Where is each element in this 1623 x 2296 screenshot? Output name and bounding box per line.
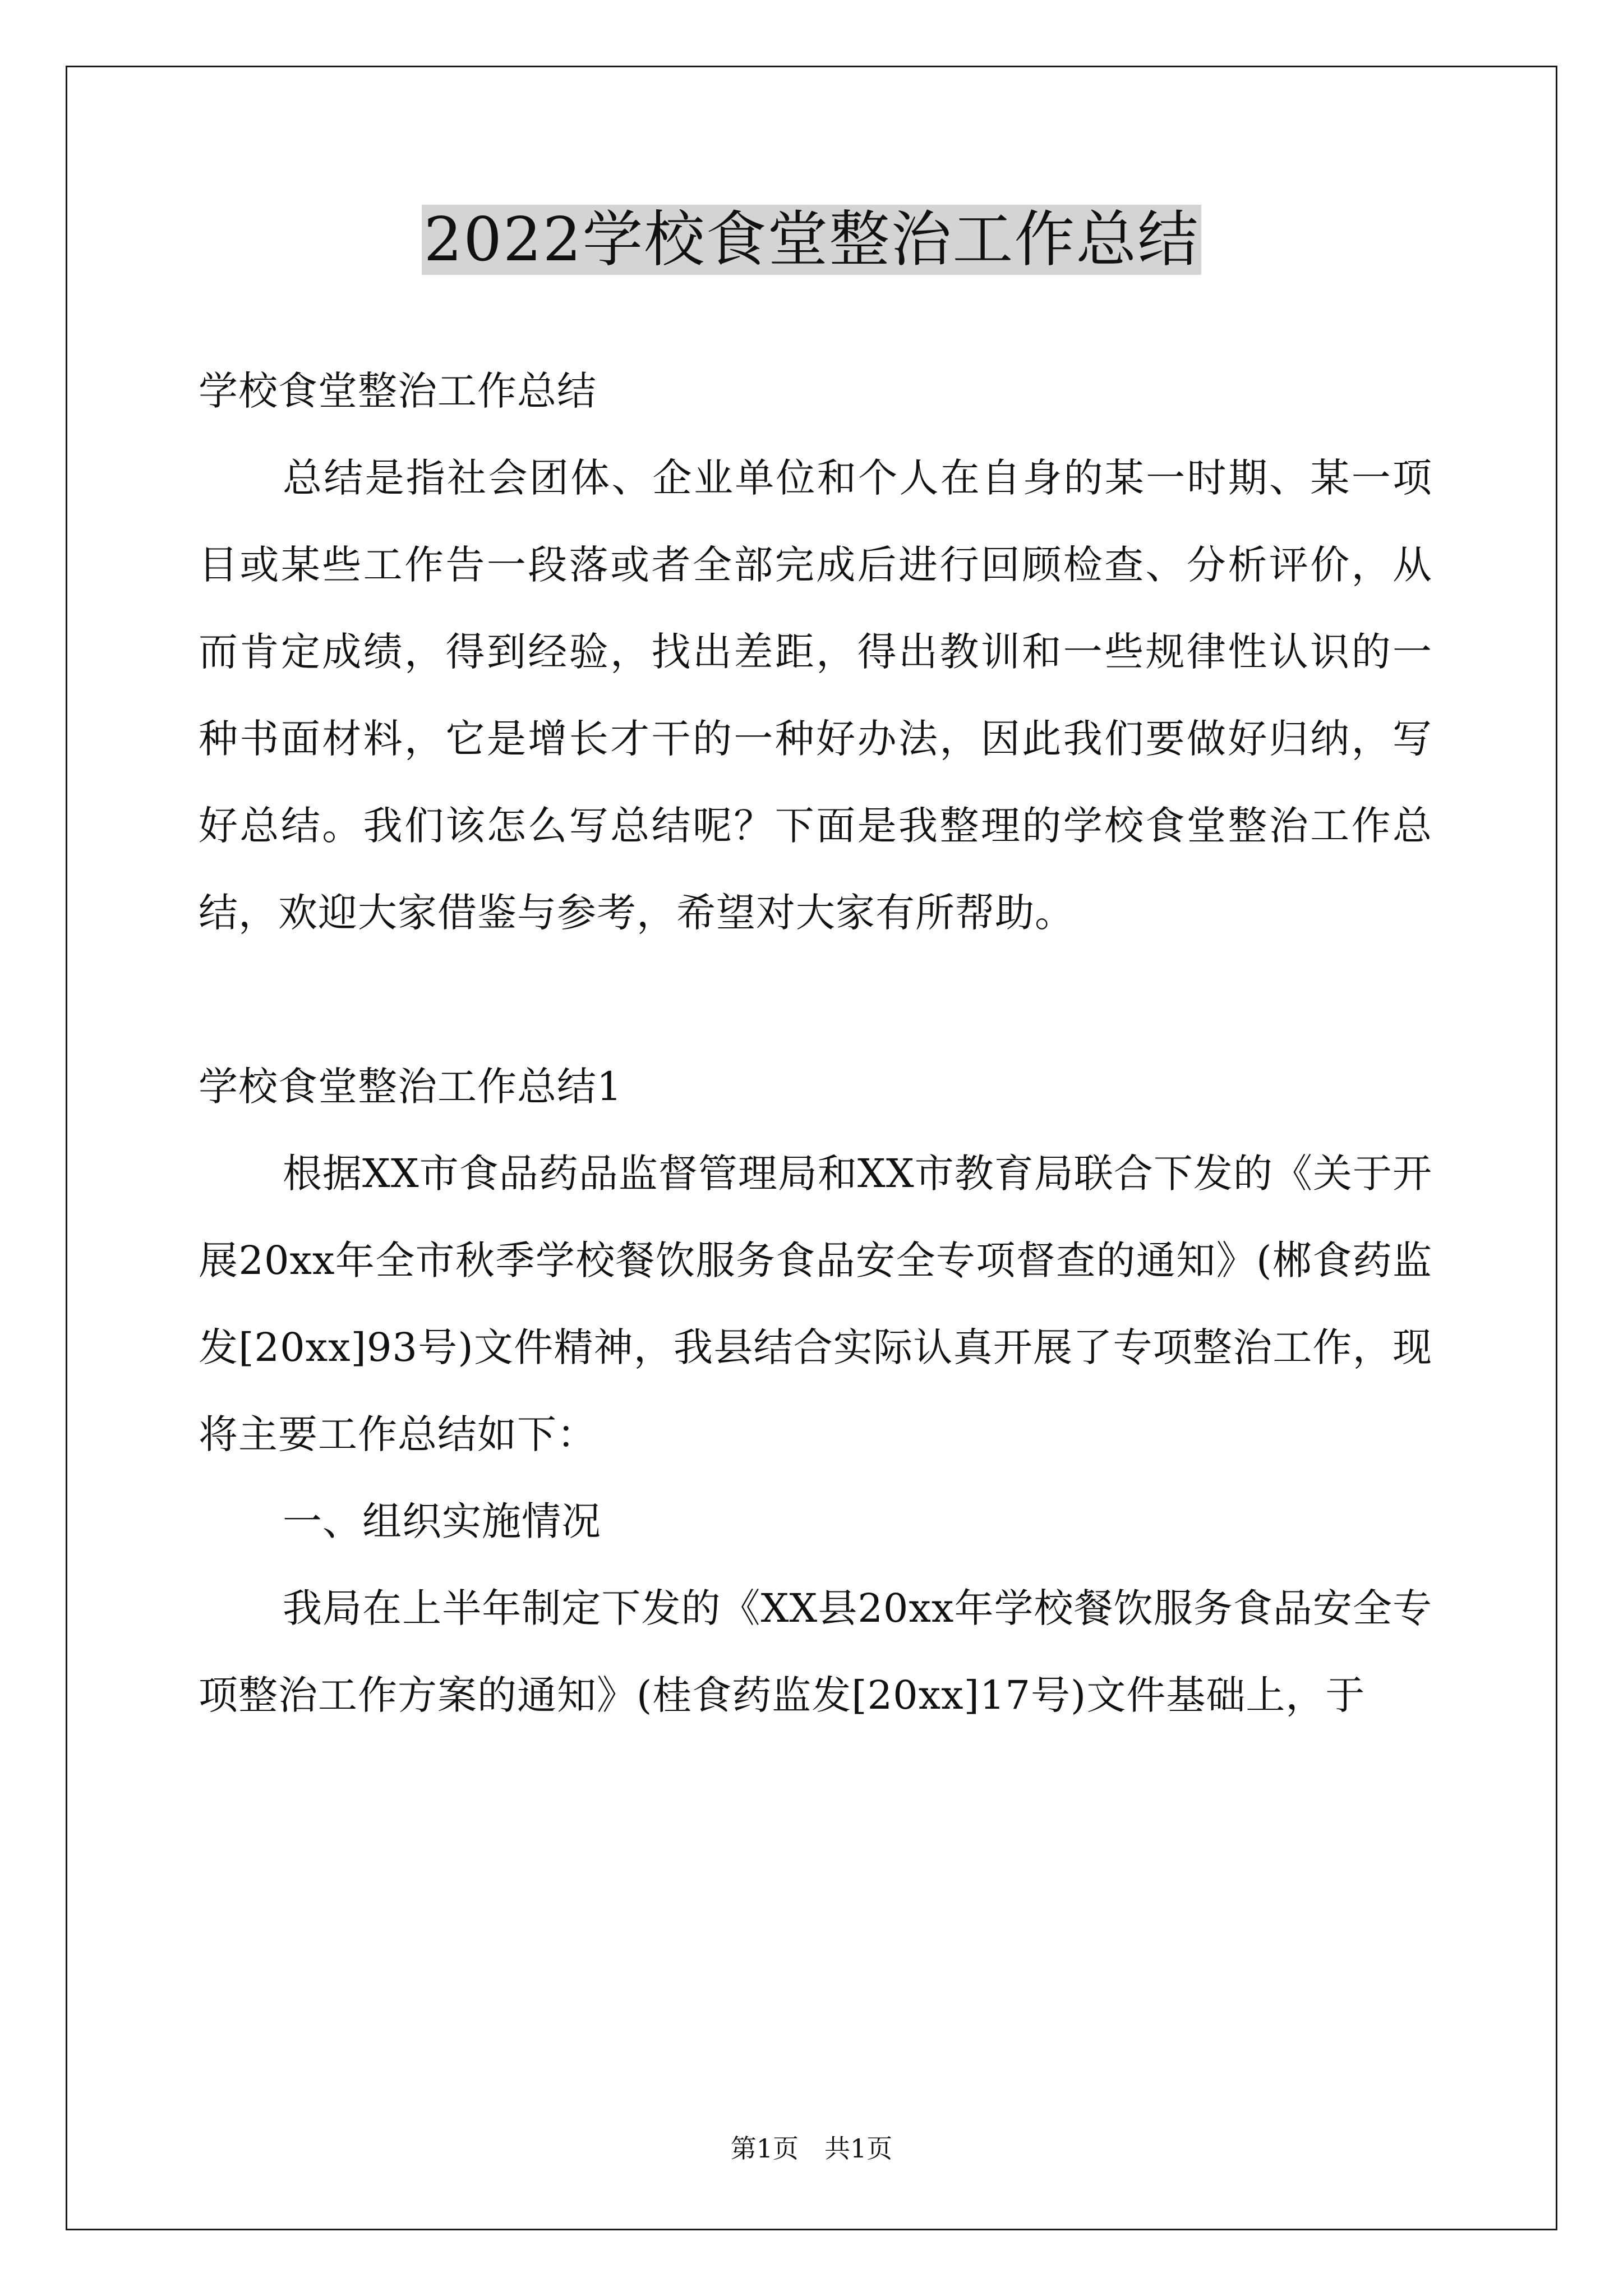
- document-title: [0, 202, 1623, 278]
- section1-paragraph-2: 我局在上半年制定下发的《XX县20xx年学校餐饮服务食品安全专项整治工作方案的通知》(桂食药监发[20xx]17号)文件基础上，于: [199, 1585, 1432, 1718]
- section1-heading: 学校食堂整治工作总结1: [199, 1064, 623, 1110]
- document-title-text: 2022学校食堂整治工作总结: [422, 205, 1202, 275]
- document-body: [199, 348, 1432, 1739]
- section1-paragraph-1: 根据XX市食品药品监督管理局和XX市教育局联合下发的《关于开展20xx年全市秋季学校餐饮服务食品安全专项督查的通知》(郴食药监发[20xx]93号)文件精神，我县结合实际认真开展了专项整治工作，现将主要工作总结如下：: [199, 1151, 1432, 1457]
- intro-paragraph: 总结是指社会团体、企业单位和个人在自身的某一时期、某一项目或某些工作告一段落或者全部完成后进行回顾检查、分析评价，从而肯定成绩，得到经验，找出差距，得出教训和一些规律性认识的一种书面材料，它是增长才干的一种好办法，因此我们要做好归纳，写好总结。我们该怎么写总结呢？下面是我整理的学校食堂整治工作总结，欢迎大家借鉴与参考，希望对大家有所帮助。: [199, 455, 1432, 936]
- document-heading: 学校食堂整治工作总结: [199, 368, 597, 414]
- page-footer: [0, 2132, 1623, 2165]
- section1-subheading: 一、组织实施情况: [283, 1498, 601, 1544]
- page-number: 第1页 共1页: [730, 2133, 893, 2164]
- section-spacer: [199, 956, 1432, 1043]
